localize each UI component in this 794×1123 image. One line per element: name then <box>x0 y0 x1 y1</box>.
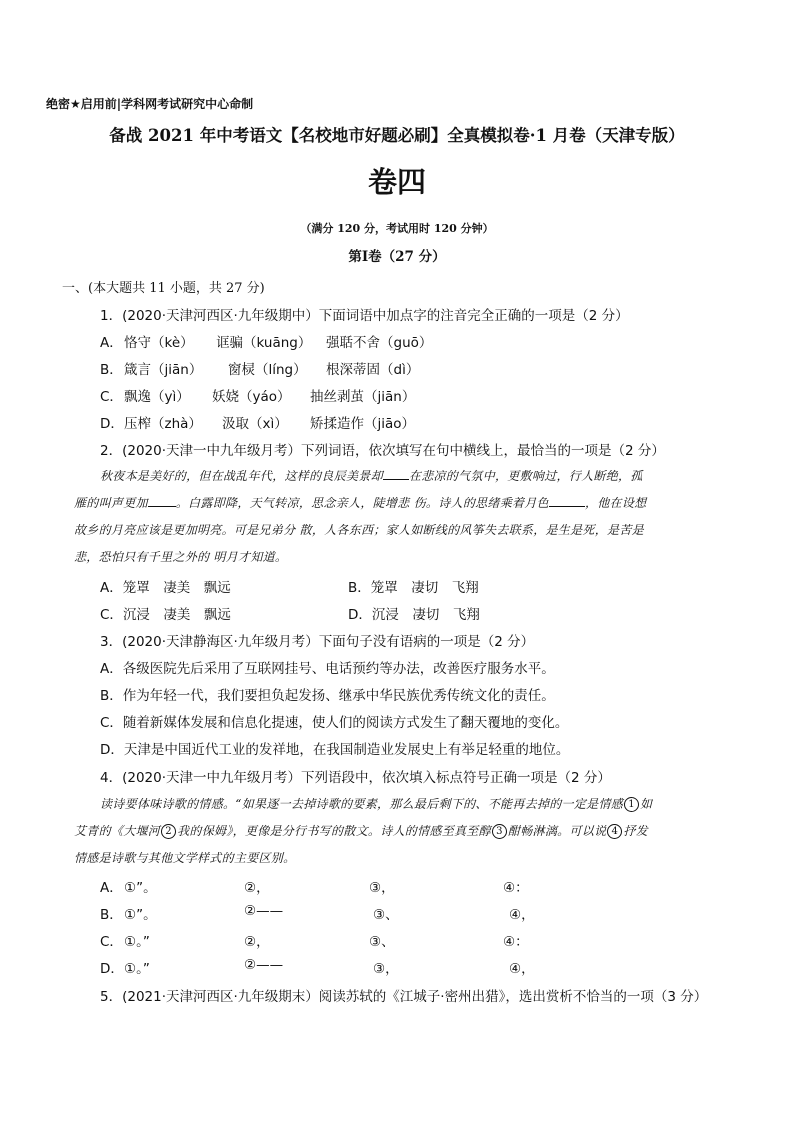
fill-blank <box>383 479 409 480</box>
q1-option-c-letter: C． <box>100 389 123 405</box>
q2-passage-line <box>100 467 722 484</box>
q1-option-d-letter: D． <box>100 416 124 432</box>
part-heading: 第Ⅰ卷（27 分） <box>348 249 446 265</box>
option-letter: D． <box>348 607 372 623</box>
q1-option-c-item: 飘逸（yì） <box>124 389 190 405</box>
score-time-note: （满分 120 分，考试用时 120 分钟） <box>300 222 494 235</box>
passage-text: 雁的叫声更加 <box>74 496 148 510</box>
passage-text: 抒发 <box>623 824 648 838</box>
q3-option-a: A．各级医院先后采用了互联网挂号、电话预约等办法，改善医疗服务水平。 <box>100 661 555 677</box>
question-3-stem: 3．(2020·天津静海区·九年级月考）下面句子没有语病的一项是（2 分） <box>100 634 535 650</box>
q1-option-b-item: 窗棂（líng） <box>228 362 307 378</box>
passage-text: 艾青的《大堰河 <box>74 824 161 838</box>
q1-option-a-item: 恪守（kè） <box>124 335 194 351</box>
blank-marker-2: 2 <box>161 824 176 839</box>
question-4-stem: 4．(2020·天津一中九年级月考）下列语段中，依次填入标点符号正确一项是（2 分） <box>100 770 611 786</box>
q4-option-cell: ②—— <box>244 903 284 919</box>
option-text: 笼罩 凄美 飘远 <box>122 580 231 596</box>
q4-option-cell: ③， <box>373 961 399 977</box>
q4-option-cell: ③， <box>369 880 395 896</box>
exam-title: 备战 2021 年中考语文【名校地市好题必刷】全真模拟卷·1 月卷（天津专版） <box>109 126 685 145</box>
passage-text: ，他在设想 <box>584 496 647 510</box>
blank-marker-1: 1 <box>624 797 639 812</box>
q1-option-d-item: 汲取（xì） <box>222 416 288 432</box>
q4-option-c-letter: C． <box>100 934 123 950</box>
option-text: 笼罩 凄切 飞翔 <box>370 580 479 596</box>
q2-passage-line: 故乡的月亮应该是更加明亮。可是兄弟分 散，人各东西；家人如断线的风筝失去联系，是生是死，是苦是 <box>74 523 644 537</box>
exam-subtitle: 卷四 <box>367 165 426 199</box>
q4-option-cell: ②， <box>244 934 270 950</box>
q4-passage-line <box>100 795 722 812</box>
q1-option-a-letter: A． <box>100 335 123 351</box>
q2-option-a <box>100 576 231 596</box>
q2-option-b <box>348 576 479 596</box>
q2-option-d <box>348 603 480 623</box>
q1-option-c-item: 抽丝剥茧（jiān） <box>310 389 416 405</box>
q4-passage-line: 情感是诗歌与其他文学样式的主要区别。 <box>74 851 296 865</box>
q4-option-cell: ①”。 <box>124 880 157 896</box>
option-text: 沉浸 凄切 飞翔 <box>371 607 480 623</box>
q4-option-cell: ①。” <box>124 961 150 977</box>
section-heading: 一、(本大题共 11 小题，共 27 分) <box>62 281 265 296</box>
q1-option-b-letter: B． <box>100 362 123 378</box>
blank-marker-4: 4 <box>607 824 622 839</box>
header-note: 绝密★启用前|学科网考试研究中心命制 <box>46 97 254 111</box>
question-5-stem: 5．(2021·天津河西区·九年级期末）阅读苏轼的《江城子·密州出猎》，选出赏析不恰当的一项（3 分） <box>100 989 708 1005</box>
q4-option-cell: ②—— <box>244 957 284 973</box>
q1-option-b-item: 箴言（jiān） <box>124 362 203 378</box>
q4-option-cell: ③、 <box>369 934 395 950</box>
passage-text: 如 <box>640 797 653 811</box>
passage-text: 我的保姆》，更像是分行书写的散文。诗人的情感至真至醇 <box>177 824 491 838</box>
q2-option-c <box>100 603 231 623</box>
q1-option-d-item: 矫揉造作（jiāo） <box>310 416 416 432</box>
q1-option-d-item: 压榨（zhà） <box>124 416 202 432</box>
option-letter: B． <box>348 580 371 596</box>
q4-option-cell: ①”。 <box>124 907 157 923</box>
passage-text: 读诗要体味诗歌的情感。“如果逐一去掉诗歌的要素，那么最后剩下的、不能再去掉的一定是情感 <box>100 797 624 811</box>
q4-option-b-letter: B． <box>100 907 123 923</box>
q3-option-c: C．随着新媒体发展和信息化提速，使人们的阅读方式发生了翻天覆地的变化。 <box>100 715 569 731</box>
passage-text: 酣畅淋漓。可以说 <box>507 824 607 838</box>
q3-option-b: B．作为年轻一代，我们要担负起发扬、继承中华民族优秀传统文化的责任。 <box>100 688 555 704</box>
q4-option-cell: ④： <box>503 880 529 896</box>
q4-option-cell: ②， <box>244 880 270 896</box>
q3-option-d: D．天津是中国近代工业的发祥地，在我国制造业发展史上有举足轻重的地位。 <box>100 742 570 758</box>
q1-option-b-item: 根深蒂固（dì） <box>326 362 420 378</box>
q2-passage-line <box>74 494 696 511</box>
question-1-stem: 1．(2020·天津河西区·九年级期中）下面词语中加点字的注音完全正确的一项是（2 分） <box>100 308 629 324</box>
q1-option-a-item: 诓骗（kuāng） <box>216 335 312 351</box>
passage-text: 在悲凉的气氛中，更敷响过，行人断绝，孤 <box>408 469 643 483</box>
q4-option-cell: ①。” <box>124 934 150 950</box>
q4-option-a-letter: A． <box>100 880 123 896</box>
q4-option-cell: ④， <box>509 907 535 923</box>
option-letter: C． <box>100 607 123 623</box>
fill-blank <box>148 506 176 507</box>
q4-option-cell: ③、 <box>373 907 399 923</box>
q4-option-cell: ④， <box>509 961 535 977</box>
question-2-stem: 2．(2020·天津一中九年级月考）下列词语，依次填写在句中横线上，最恰当的一项是（2 分） <box>100 443 665 459</box>
fill-blank <box>549 506 585 507</box>
blank-marker-3: 3 <box>492 824 507 839</box>
q1-option-a-item: 强聒不舍（guō） <box>326 335 433 351</box>
q4-option-cell: ④： <box>503 934 529 950</box>
option-text: 沉浸 凄美 飘远 <box>122 607 231 623</box>
q4-passage-line <box>74 822 696 839</box>
q2-passage-line: 悲，恐怕只有千里之外的 明月才知道。 <box>74 550 288 564</box>
q1-option-c-item: 妖娆（yáo） <box>212 389 291 405</box>
passage-text: 。白露即降，天气转凉，思念亲人，陡增悲 伤。诗人的思绪乘着月色 <box>175 496 549 510</box>
q4-option-d-letter: D． <box>100 961 124 977</box>
passage-text: 秋夜本是美好的，但在战乱年代，这样的良辰美景却 <box>100 469 383 483</box>
option-letter: A． <box>100 580 123 596</box>
